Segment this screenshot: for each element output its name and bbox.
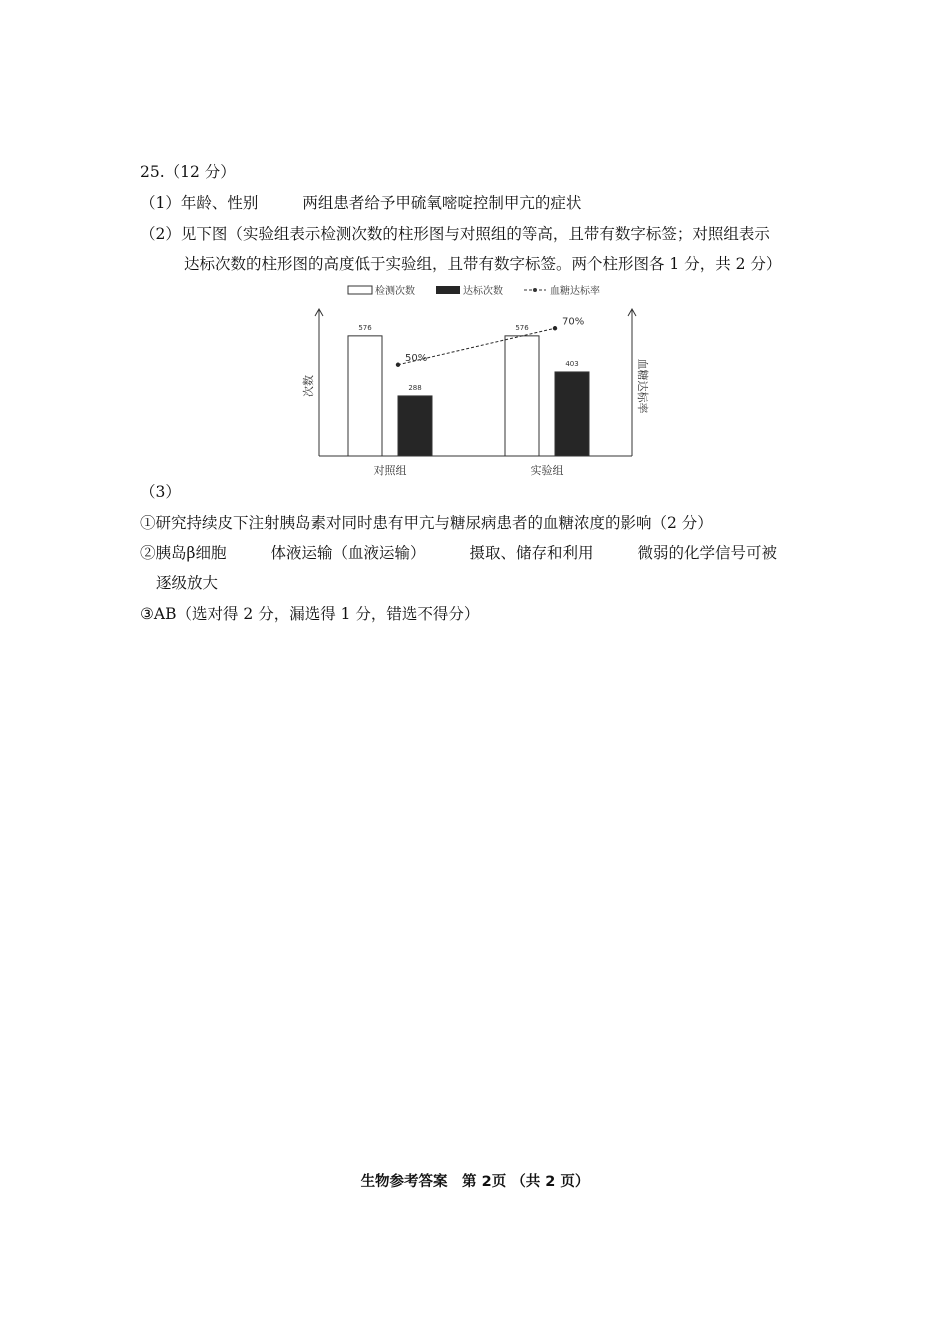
answer-1-b: 两组患者给予甲硫氧嘧啶控制甲亢的症状 (302, 194, 582, 212)
answer-3-header: （3） (140, 483, 181, 501)
y2-axis-label: 血糖达标率 (636, 358, 649, 414)
answer-2-line1: （2）见下图（实验组表示检测次数的柱形图与对照组的等高，且带有数字标签；对照组表示 (140, 225, 770, 243)
answer-3-item2-b: 体液运输（血液运输） (270, 544, 426, 562)
bar-tested-0 (348, 336, 382, 456)
bar-chart (290, 278, 660, 484)
answer-1 (140, 193, 581, 213)
answer-3-item2 (140, 543, 777, 563)
answer-3-item2-cont: 逐级放大 (156, 574, 219, 592)
rate-point-0 (396, 363, 400, 367)
bar-reached-0 (398, 396, 432, 456)
y-axis-label: 次数 (302, 375, 315, 397)
bar-tested-1 (505, 336, 539, 456)
bar-value-label-0-1: 576 (515, 323, 529, 332)
answer-3-item3: ③AB（选对得 2 分，漏选得 1 分，错选不得分） (140, 605, 480, 623)
answer-3-item2-c: 摄取、储存和利用 (469, 544, 594, 562)
bar-reached-1 (555, 372, 589, 456)
bar-value-label-1-1: 403 (565, 359, 579, 368)
legend-label-0: 检测次数 (375, 286, 415, 297)
rate-label-1: 70% (562, 316, 585, 328)
legend-swatch-filled (436, 286, 460, 294)
legend-swatch-hollow (348, 286, 372, 294)
legend-label-2: 血糖达标率 (550, 286, 600, 297)
answer-1-prefix: （1） (140, 194, 181, 212)
answer-2-line2: 达标次数的柱形图的高度低于实验组，且带有数字标签。两个柱形图各 1 分，共 2 分） (184, 255, 782, 273)
rate-label-0: 50% (405, 352, 428, 364)
chart-legend (348, 284, 600, 297)
bar-value-label-1-0: 288 (408, 383, 422, 392)
answer-3-item2-d: 微弱的化学信号可被 (637, 544, 778, 562)
bar-value-label-0-0: 576 (358, 323, 372, 332)
legend-label-1: 达标次数 (463, 286, 503, 297)
answer-3-item1: ①研究持续皮下注射胰岛素对同时患有甲亢与糖尿病患者的血糖浓度的影响（2 分） (140, 514, 713, 532)
x-tick-label-0: 对照组 (373, 464, 407, 477)
answer-1-a: 年龄、性别 (180, 194, 259, 212)
legend-swatch-dot (533, 288, 537, 292)
page-footer: 生物参考答案 第 2页 （共 2 页） (360, 1174, 590, 1190)
question-header: 25.（12 分） (140, 163, 236, 181)
answer-3-item2-a: ②胰岛β细胞 (140, 544, 227, 562)
rate-point-1 (553, 326, 557, 330)
x-tick-label-1: 实验组 (530, 464, 564, 477)
